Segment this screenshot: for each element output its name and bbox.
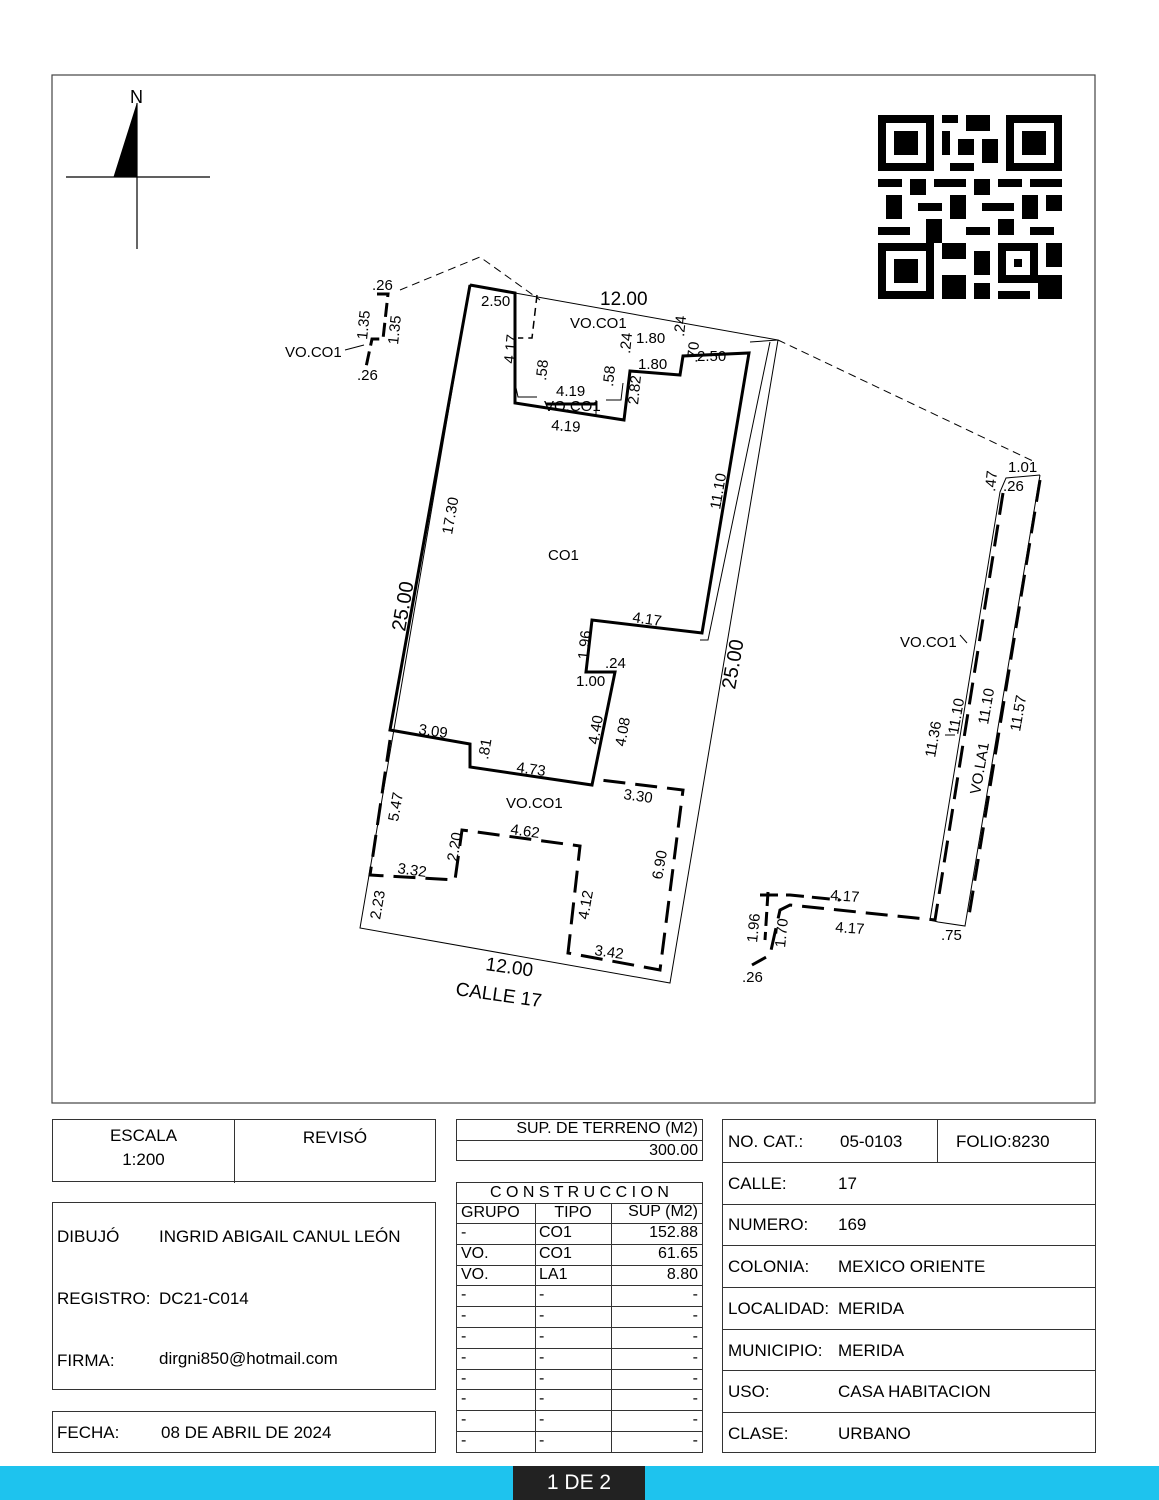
svg-text:1.35: 1.35: [385, 314, 406, 346]
grupo-cell: -: [461, 1224, 467, 1241]
table-row: [457, 1266, 702, 1287]
svg-text:.26: .26: [372, 277, 393, 294]
grupo-cell: -: [461, 1390, 467, 1408]
svg-text:1.35: 1.35: [354, 309, 375, 341]
header-grupo: GRUPO: [461, 1204, 520, 1221]
colonia-value: MEXICO ORIENTE: [838, 1257, 986, 1276]
svg-text:1.80: 1.80: [638, 356, 668, 373]
svg-text:11.10: 11.10: [975, 686, 999, 726]
uso-label: USO:: [728, 1382, 770, 1401]
svg-text:11.36: 11.36: [922, 719, 946, 759]
svg-text:.24: .24: [605, 655, 626, 672]
table-row: [457, 1286, 702, 1307]
date-box: [52, 1411, 436, 1453]
scale-box: [52, 1119, 436, 1182]
tipo-cell: -: [539, 1328, 545, 1345]
svg-text:1.96: 1.96: [575, 629, 596, 661]
construccion-title: C O N S T R U C C I O N: [490, 1184, 669, 1201]
sup-cell: -: [692, 1286, 698, 1304]
grupo-cell: -: [461, 1286, 467, 1304]
drawn-by-box: [52, 1202, 436, 1390]
sup-cell: -: [692, 1348, 698, 1366]
right-length-label: 25.00: [718, 637, 749, 691]
svg-text:3.09: 3.09: [417, 721, 449, 743]
vo-co1-label-right: VO.CO1: [900, 634, 957, 651]
grupo-cell: -: [461, 1328, 467, 1345]
property-info-box: [722, 1119, 1096, 1453]
grupo-cell: VO.: [461, 1265, 489, 1283]
grupo-cell: -: [461, 1411, 467, 1429]
svg-text:4.19: 4.19: [556, 383, 586, 400]
top-width-label: 12.00: [600, 289, 648, 310]
numero-value: 169: [838, 1215, 867, 1234]
table-row: [457, 1390, 702, 1411]
svg-text:6.90: 6.90: [649, 848, 672, 881]
registro-value: DC21-C014: [159, 1289, 249, 1308]
escala-value: 1:200: [122, 1150, 165, 1169]
north-label: N: [130, 87, 143, 107]
svg-text:1.01: 1.01: [1008, 459, 1038, 476]
svg-text:11.10: 11.10: [945, 696, 969, 736]
fecha-label: FECHA:: [57, 1423, 120, 1442]
nocat-value: 05-0103: [840, 1132, 903, 1151]
page-indicator: 1 DE 2: [513, 1466, 645, 1500]
vo-co1-label-left: VO.CO1: [285, 344, 342, 361]
grupo-cell: -: [461, 1432, 467, 1449]
svg-text:4.62: 4.62: [509, 821, 541, 843]
tipo-cell: -: [539, 1348, 545, 1366]
grupo-cell: -: [461, 1369, 467, 1387]
table-row: [457, 1224, 702, 1245]
numero-label: NUMERO:: [728, 1215, 809, 1234]
table-row: [457, 1432, 702, 1453]
svg-text:4.17: 4.17: [631, 609, 663, 631]
firma-value: dirgni850@hotmail.com: [159, 1349, 338, 1368]
construccion-table: [456, 1182, 703, 1453]
tipo-cell: -: [539, 1307, 545, 1325]
grupo-cell: -: [461, 1348, 467, 1366]
sup-cell: 152.88: [649, 1224, 698, 1241]
sup-cell: -: [692, 1369, 698, 1387]
sup-cell: -: [692, 1328, 698, 1345]
svg-text:5.47: 5.47: [385, 790, 408, 823]
svg-text:.75: .75: [941, 927, 962, 944]
svg-text:1.70: 1.70: [772, 917, 793, 949]
tipo-cell: -: [539, 1369, 545, 1387]
table-row: [457, 1245, 702, 1266]
clase-value: URBANO: [838, 1424, 911, 1443]
grupo-cell: VO.: [461, 1244, 489, 1262]
svg-text:.24: .24: [617, 331, 637, 355]
table-row: [457, 1370, 702, 1391]
sup-cell: -: [692, 1307, 698, 1325]
north-arrow-icon: [66, 103, 210, 249]
terreno-label: SUP. DE TERRENO (M2): [516, 1120, 698, 1137]
co1-label: CO1: [548, 547, 579, 564]
nocat-label: NO. CAT.:: [728, 1132, 804, 1151]
tipo-cell: -: [539, 1390, 545, 1408]
firma-label: FIRMA:: [57, 1351, 115, 1370]
calle-label: CALLE:: [728, 1174, 787, 1193]
dibujo-label: DIBUJÓ: [57, 1227, 120, 1246]
registro-label: REGISTRO:: [57, 1289, 151, 1308]
svg-text:.81: .81: [475, 737, 496, 761]
svg-text:4.12: 4.12: [575, 888, 598, 921]
municipio-value: MERIDA: [838, 1341, 905, 1360]
escala-label: ESCALA: [109, 1126, 178, 1145]
left-length-label: 25.00: [388, 579, 419, 633]
svg-text:.58: .58: [600, 364, 620, 388]
table-row: [457, 1328, 702, 1349]
svg-text:4.17: 4.17: [834, 919, 866, 939]
municipio-label: MUNICIPIO:: [728, 1341, 823, 1360]
uso-value: CASA HABITACION: [838, 1382, 991, 1401]
colonia-label: COLONIA:: [728, 1257, 810, 1276]
sup-cell: 61.65: [657, 1244, 698, 1262]
svg-text:3.30: 3.30: [622, 786, 654, 808]
svg-text:11.10: 11.10: [707, 471, 731, 511]
svg-text:2.50: 2.50: [697, 348, 727, 365]
svg-text:4.19: 4.19: [550, 417, 582, 437]
localidad-label: LOCALIDAD:: [728, 1299, 830, 1318]
tipo-cell: -: [539, 1286, 545, 1304]
terreno-value: 300.00: [649, 1142, 698, 1159]
tipo-cell: CO1: [539, 1244, 572, 1262]
table-row: [457, 1411, 702, 1432]
svg-text:3.32: 3.32: [396, 860, 428, 882]
dibujo-value: INGRID ABIGAIL CANUL LEÓN: [159, 1227, 401, 1246]
tipo-cell: CO1: [539, 1224, 572, 1241]
tipo-cell: LA1: [539, 1265, 568, 1283]
grupo-cell: -: [461, 1307, 467, 1325]
bottom-width-label: 12.00: [484, 954, 535, 982]
svg-text:.47: .47: [982, 469, 1002, 493]
svg-text:1.96: 1.96: [744, 912, 765, 944]
folio-value: FOLIO:8230: [956, 1132, 1050, 1151]
svg-text:4.08: 4.08: [612, 715, 635, 748]
svg-text:1.80: 1.80: [636, 330, 666, 347]
svg-text:4.17: 4.17: [501, 333, 522, 365]
clase-label: CLASE:: [728, 1424, 789, 1443]
sup-cell: -: [692, 1411, 698, 1429]
svg-text:4.17: 4.17: [829, 887, 861, 907]
svg-text:4.40: 4.40: [585, 713, 608, 746]
svg-text:2.50: 2.50: [481, 293, 511, 310]
svg-text:4.73: 4.73: [515, 759, 547, 781]
sup-cell: -: [692, 1432, 698, 1449]
tipo-cell: -: [539, 1411, 545, 1429]
tipo-cell: -: [539, 1432, 545, 1449]
terreno-box: [456, 1119, 703, 1161]
table-row: [457, 1307, 702, 1328]
svg-text:11.57: 11.57: [1007, 693, 1031, 733]
vo-la1-label: VO.LA1: [967, 741, 994, 796]
svg-text:.70: .70: [684, 340, 704, 364]
svg-text:3.42: 3.42: [593, 942, 625, 964]
reviso-label: REVISÓ: [302, 1128, 368, 1147]
svg-text:.24: .24: [671, 314, 691, 338]
svg-text:.58: .58: [533, 358, 553, 382]
svg-text:2.82: 2.82: [625, 374, 646, 406]
vo-co1-label-bottom: VO.CO1: [506, 795, 563, 812]
sup-cell: -: [692, 1390, 698, 1408]
svg-text:2.20: 2.20: [444, 830, 467, 863]
qr-code-icon: [870, 107, 1070, 307]
svg-text:.26: .26: [1003, 478, 1024, 495]
svg-text:.26: .26: [357, 367, 378, 384]
svg-text:17.30: 17.30: [439, 495, 463, 536]
svg-text:2.23: 2.23: [367, 888, 390, 921]
vo-co1-label-inner: VO.CO1: [544, 398, 601, 415]
sup-cell: 8.80: [666, 1265, 698, 1283]
calle-value: 17: [838, 1174, 857, 1193]
localidad-value: MERIDA: [838, 1299, 905, 1318]
vo-co1-label-top: VO.CO1: [570, 315, 627, 332]
svg-text:1.00: 1.00: [576, 673, 606, 690]
header-sup: SUP (M2): [628, 1203, 698, 1220]
table-row: [457, 1349, 702, 1370]
header-tipo: TIPO: [554, 1204, 592, 1221]
fecha-value: 08 DE ABRIL DE 2024: [161, 1423, 332, 1442]
street-label: CALLE 17: [454, 979, 544, 1013]
svg-text:.26: .26: [742, 969, 763, 986]
